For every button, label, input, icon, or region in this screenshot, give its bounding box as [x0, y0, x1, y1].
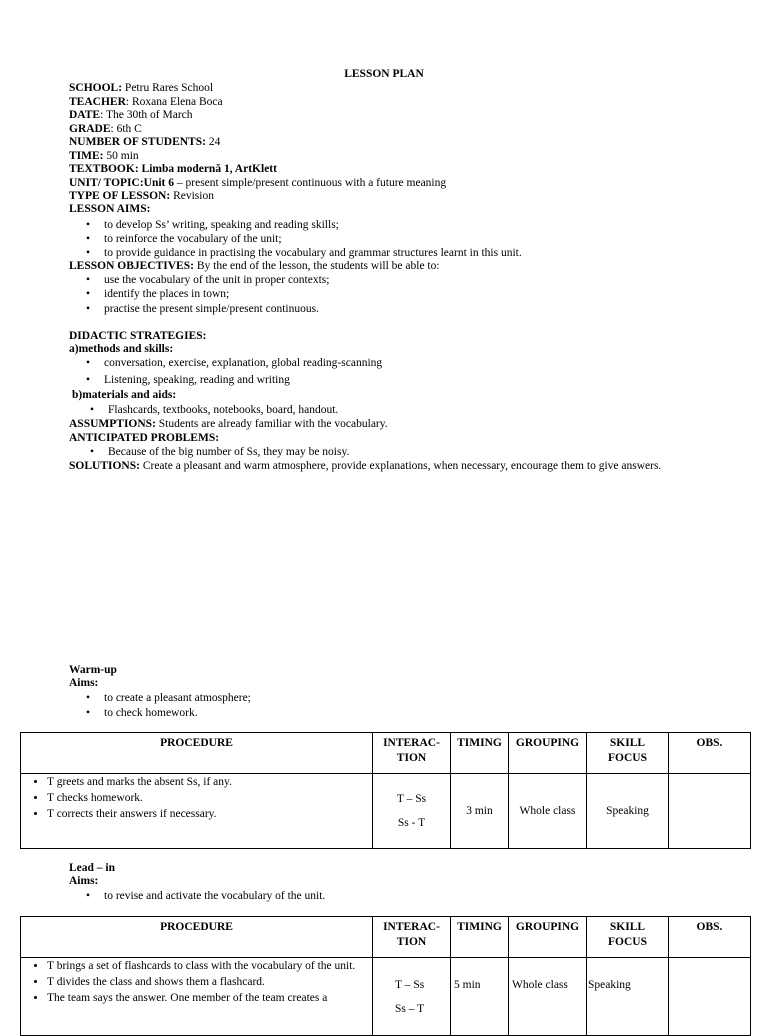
procedure-step: • The team says the answer. One member of the team creates a — [47, 990, 366, 1006]
skill-header: SKILL FOCUS — [587, 917, 669, 958]
warmup-aim-item: • to check homework. — [88, 707, 198, 720]
problems-heading: ANTICIPATED PROBLEMS: — [69, 432, 220, 444]
procedure-step: • T corrects their answers if necessary. — [47, 806, 366, 822]
info-students: NUMBER OF STUDENTS: 24 — [69, 136, 221, 148]
warmup-procedure — [21, 774, 373, 849]
procedure-step: • T brings a set of flashcards to class with the vocabulary of the unit. — [47, 958, 366, 974]
method-item: • conversation, exercise, explanation, global reading-scanning — [88, 357, 382, 370]
info-time: TIME: 50 min — [69, 150, 139, 162]
interaction-header: INTERAC- TION — [373, 733, 451, 774]
leadin-title: Lead – in — [69, 862, 116, 874]
aim-item: • to develop Ss’ writing, speaking and reading skills; — [88, 219, 339, 232]
materials-heading: b)materials and aids: — [72, 389, 177, 401]
warmup-aim-item: • to create a pleasant atmosphere; — [88, 692, 251, 705]
grouping-header: GROUPING — [509, 917, 587, 958]
info-teacher: TEACHER: Roxana Elena Boca — [69, 96, 223, 108]
leadin-interaction: T – Ss Ss – T — [373, 958, 451, 1036]
warmup-obs — [669, 774, 751, 849]
warmup-timing: 3 min — [451, 774, 509, 849]
aim-item: • to reinforce the vocabulary of the unit; — [88, 233, 282, 246]
grouping-header: GROUPING — [509, 733, 587, 774]
info-aims-heading: LESSON AIMS: — [69, 203, 151, 215]
objective-item: • identify the places in town; — [88, 288, 229, 301]
info-grade: GRADE: 6th C — [69, 123, 142, 135]
warmup-grouping: Whole class — [509, 774, 587, 849]
leadin-table — [20, 916, 751, 1036]
procedure-step: • T checks homework. — [47, 790, 366, 806]
solutions: SOLUTIONS: Create a pleasant and warm atmosphere, provide explanations, when necessary, encourage them to give answers. — [69, 460, 662, 472]
methods-heading: a)methods and skills: — [69, 343, 174, 355]
objective-item: • practise the present simple/present continuous. — [88, 303, 319, 316]
procedure-step: • T divides the class and shows them a flashcard. — [47, 974, 366, 990]
interaction-header: INTERAC- TION — [373, 917, 451, 958]
info-textbook: TEXTBOOK: Limba modernă 1, ArtKlett — [69, 163, 277, 175]
strategies-heading: DIDACTIC STRATEGIES: — [69, 330, 207, 342]
method-item: • Listening, speaking, reading and writing — [88, 374, 290, 387]
leadin-timing: 5 min — [451, 958, 509, 1036]
assumptions: ASSUMPTIONS: Students are already familiar with the vocabulary. — [69, 418, 388, 430]
info-type: TYPE OF LESSON: Revision — [69, 190, 214, 202]
warmup-aims-label: Aims: — [69, 677, 99, 689]
warmup-title: Warm-up — [69, 664, 117, 676]
warmup-skill: Speaking — [587, 774, 669, 849]
leadin-skill: Speaking — [587, 958, 669, 1036]
objective-item: • use the vocabulary of the unit in proper contexts; — [88, 274, 329, 287]
timing-header: TIMING — [451, 917, 509, 958]
leadin-aims-label: Aims: — [69, 875, 99, 887]
obs-header: OBS. — [669, 733, 751, 774]
aim-item: • to provide guidance in practising the vocabulary and grammar structures learnt in this unit. — [88, 247, 522, 260]
procedure-step: • T greets and marks the absent Ss, if any. — [47, 774, 366, 790]
problem-item: • Because of the big number of Ss, they may be noisy. — [92, 446, 349, 459]
document-title: LESSON PLAN — [344, 68, 424, 80]
leadin-grouping: Whole class — [509, 958, 587, 1036]
procedure-header: PROCEDURE — [21, 733, 373, 774]
warmup-interaction: T – Ss Ss - T — [373, 774, 451, 849]
leadin-aim-item: • to revise and activate the vocabulary of the unit. — [88, 890, 325, 903]
skill-header: SKILL FOCUS — [587, 733, 669, 774]
procedure-header: PROCEDURE — [21, 917, 373, 958]
info-date: DATE: The 30th of March — [69, 109, 193, 121]
warmup-table — [20, 732, 751, 849]
info-unit: UNIT/ TOPIC:Unit 6 – present simple/present continuous with a future meaning — [69, 177, 447, 189]
material-item: • Flashcards, textbooks, notebooks, board, handout. — [92, 404, 338, 417]
timing-header: TIMING — [451, 733, 509, 774]
objectives-heading: LESSON OBJECTIVES: By the end of the lesson, the students will be able to: — [69, 260, 440, 272]
info-school: SCHOOL: Petru Rares School — [69, 82, 214, 94]
obs-header: OBS. — [669, 917, 751, 958]
